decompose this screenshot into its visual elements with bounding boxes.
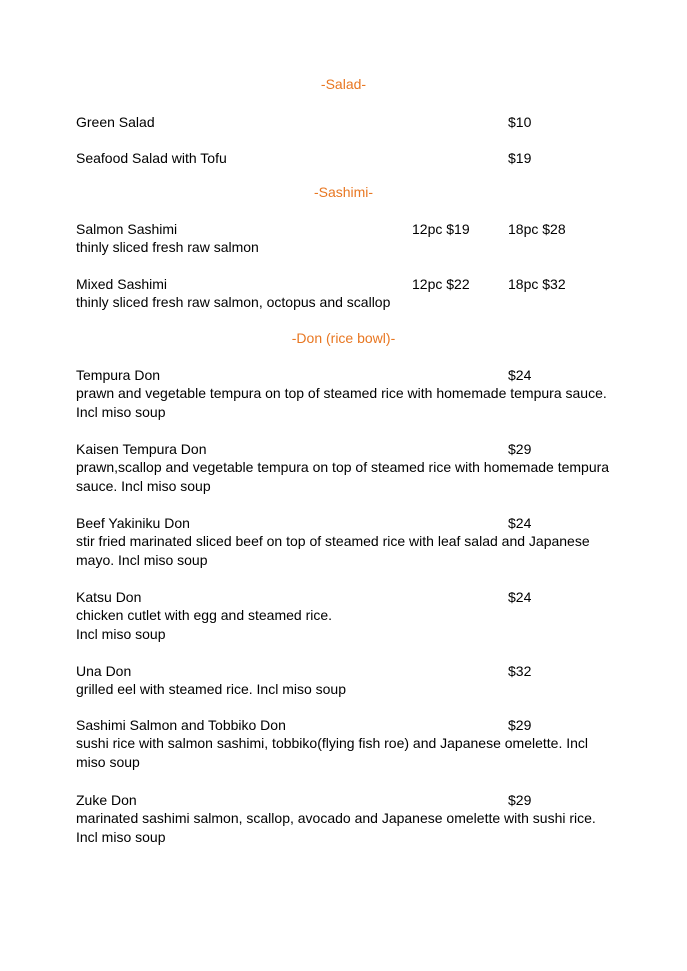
menu-item-price: $24 bbox=[508, 367, 532, 383]
menu-item-price: $29 bbox=[508, 717, 532, 733]
menu-item-price: $24 bbox=[508, 589, 532, 605]
menu-item-name: Tempura Don bbox=[76, 367, 161, 383]
menu-item-price: $19 bbox=[508, 150, 532, 166]
section-heading-salad: -Salad- bbox=[320, 76, 367, 92]
menu-item-description: chicken cutlet with egg and steamed rice. bbox=[76, 607, 333, 623]
menu-item-price-12pc: 12pc $19 bbox=[412, 221, 470, 237]
menu-item-price-12pc: 12pc $22 bbox=[412, 276, 470, 292]
menu-item-description: thinly sliced fresh raw salmon, octopus and scallop bbox=[76, 294, 391, 310]
menu-item-name: Salmon Sashimi bbox=[76, 221, 178, 237]
menu-item-price: $24 bbox=[508, 515, 532, 531]
menu-item-description: marinated sashimi salmon, scallop, avocado and Japanese omelette with sushi rice. Incl miso soup bbox=[76, 810, 596, 845]
menu-item-name: Katsu Don bbox=[76, 589, 142, 605]
menu-item-name: Green Salad bbox=[76, 114, 155, 130]
menu-item-price: $29 bbox=[508, 792, 532, 808]
menu-item-price: $32 bbox=[508, 663, 532, 679]
menu-item-name: Una Don bbox=[76, 663, 132, 679]
menu-item-description: prawn and vegetable tempura on top of steamed rice with homemade tempura sauce. Incl miso soup bbox=[76, 385, 607, 420]
menu-item-description: stir fried marinated sliced beef on top of steamed rice with leaf salad and Japanese mayo. Incl miso soup bbox=[76, 533, 590, 568]
menu-item-name: Zuke Don bbox=[76, 792, 137, 808]
menu-item-name: Mixed Sashimi bbox=[76, 276, 168, 292]
menu-item-price-18pc: 18pc $28 bbox=[508, 221, 566, 237]
menu-item-name: Seafood Salad with Tofu bbox=[76, 150, 227, 166]
menu-item-description: grilled eel with steamed rice. Incl miso soup bbox=[76, 681, 347, 697]
menu-item-price: $10 bbox=[508, 114, 532, 130]
section-heading-sashimi: -Sashimi- bbox=[313, 184, 374, 200]
menu-item-description: thinly sliced fresh raw salmon bbox=[76, 239, 259, 255]
menu-item-name: Sashimi Salmon and Tobbiko Don bbox=[76, 717, 286, 733]
menu-item-price: $29 bbox=[508, 441, 532, 457]
menu-item-description: sushi rice with salmon sashimi, tobbiko(flying fish roe) and Japanese omelette. Incl miso soup bbox=[76, 735, 589, 770]
menu-item-name: Kaisen Tempura Don bbox=[76, 441, 207, 457]
menu-item-description: prawn,scallop and vegetable tempura on top of steamed rice with homemade tempura sauce. Incl miso soup bbox=[76, 459, 610, 494]
menu-item-name: Beef Yakiniku Don bbox=[76, 515, 190, 531]
menu-item-price-18pc: 18pc $32 bbox=[508, 276, 566, 292]
section-heading-don: -Don (rice bowl)- bbox=[291, 330, 396, 346]
menu-item-description: Incl miso soup bbox=[76, 626, 166, 642]
